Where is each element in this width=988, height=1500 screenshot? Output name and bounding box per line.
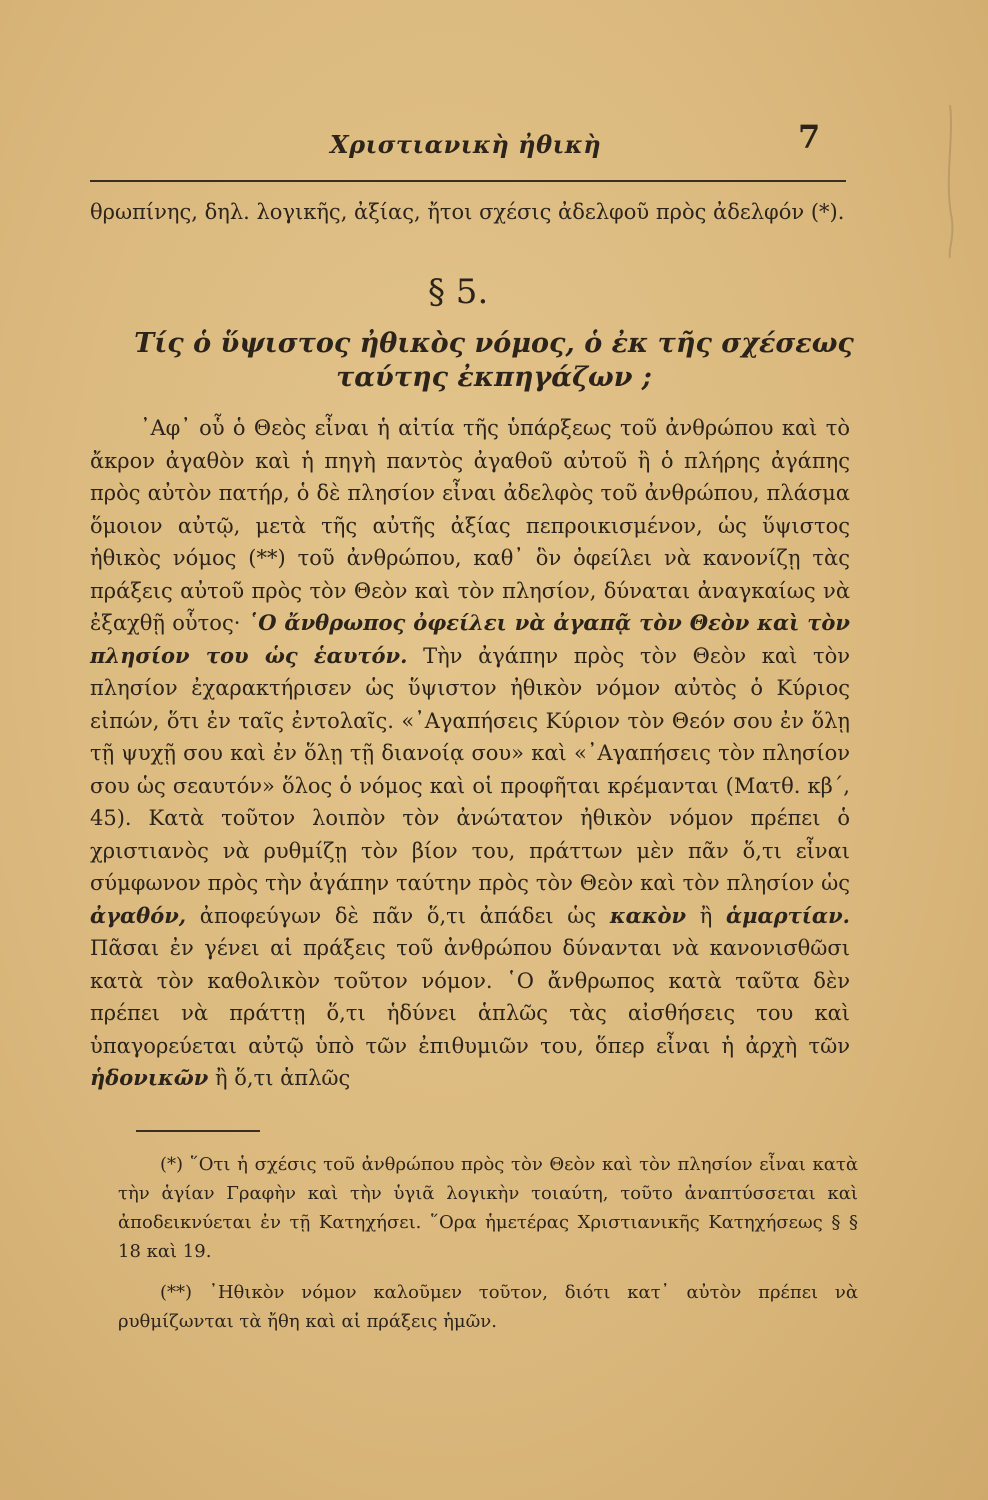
body-text-p5: Πᾶσαι ἐν γένει αἱ πράξεις τοῦ ἀνθρώπου δύνανται νὰ κανονισθῶσι κατὰ τὸν καθολικὸν τοῦτον νόμον. ῾Ο ἄνθρωπος κατὰ ταῦτα δὲν πρέπει νὰ πράττῃ ὅ,τι ἡδύνει ἁπλῶς τὰς αἰσθήσεις του καὶ ὑπαγορεύεται αὐτῷ ὑπὸ τῶν ἐπιθυμιῶν του, ὅπερ εἶναι ἡ ἀρχὴ τῶν — [90, 936, 850, 1058]
header-divider — [90, 180, 846, 182]
section-title-line-2: ταύτης ἐκπηγάζων ; — [336, 362, 652, 393]
section-mark: § 5. — [428, 272, 489, 312]
body-paragraph — [90, 412, 850, 1095]
footnote-2: (**) ᾿Ηθικὸν νόμον καλοῦμεν τοῦτον, διότι κατ᾿ αὐτὸν πρέπει νὰ ρυθμίζωνται τὰ ἤθη καὶ αἱ πράξεις ἡμῶν. — [118, 1282, 858, 1332]
body-emphasis-idonikon: ἡδονικῶν — [90, 1065, 209, 1090]
page-number: 7 — [798, 118, 821, 156]
body-text-p2: Τὴν ἀγάπην πρὸς τὸν Θεὸν καὶ τὸν πλησίον ἐχαρακτήρισεν ὡς ὕψιστον ἠθικὸν νόμον αὐτὸς ὁ Κύριος εἰπών, ὅτι ἐν ταῖς ἐντολαῖς. «᾿Αγαπήσεις Κύριον τὸν Θεόν σου ἐν ὅλῃ τῇ ψυχῇ σου καὶ ἐν ὅλῃ τῇ διανοίᾳ σου» καὶ «᾿Αγαπήσεις τὸν πλησίον σου ὡς σεαυτόν» ὅλος ὁ νόμος καὶ οἱ προφῆται κρέμανται (Ματθ. κβ´, 45). Κατὰ τοῦτον λοιπὸν τὸν ἀνώτατον ἠθικὸν νόμον πρέπει ὁ χριστιανὸς νὰ ρυθμίζῃ τὸν βίον του, πράττων μὲν πᾶν ὅ,τι εἶναι σύμφωνον πρὸς τὴν ἀγάπην ταύτην πρὸς τὸν Θεὸν καὶ τὸν πλησίον ὡς — [90, 643, 850, 895]
footnote-divider — [136, 1130, 260, 1132]
body-text-p3: ἀποφεύγων δὲ πᾶν ὅ,τι ἀπάδει ὡς — [199, 903, 597, 928]
footnote-1: (*) ῞Οτι ἡ σχέσις τοῦ ἀνθρώπου πρὸς τὸν Θεὸν καὶ τὸν πλησίον εἶναι κατὰ τὴν ἁγίαν Γραφὴν καὶ τὴν ὑγιᾶ λογικὴν τοιαύτη, τοῦτο ἀναπτύσσεται καὶ ἀποδεικνύεται ἐν τῇ Κατηχήσει. ῞Ορα ἡμετέρας Χριστιανικῆς Κατηχήσεως § § 18 καὶ 19. — [118, 1154, 858, 1262]
section-title-line-1: Τίς ὁ ὕψιστος ἠθικὸς νόμος, ὁ ἐκ τῆς σχέσεως — [134, 328, 854, 359]
intro-paragraph: θρωπίνης, δηλ. λογικῆς, ἀξίας, ἤτοι σχέσις ἀδελφοῦ πρὸς ἀδελφόν (*). — [90, 200, 845, 224]
body-emphasis-agathon: ἀγαθόν, — [90, 902, 187, 928]
body-emphasis-amartian: ἁμαρτίαν. — [725, 902, 850, 928]
body-text-p6: ἢ ὅ,τι ἁπλῶς — [215, 1066, 351, 1090]
body-emphasis-commandment: ῾Ο ἄνθρωπος ὀφείλει νὰ ἀγαπᾷ τὸν Θεὸν καὶ τὸν πλησίον του ὡς ἑαυτόν. — [90, 610, 850, 668]
running-header-title: Χριστιανικὴ ἠθικὴ — [330, 130, 602, 159]
margin-ink-mark — [940, 100, 960, 260]
body-text-p1: ᾿Αφ᾿ οὗ ὁ Θεὸς εἶναι ἡ αἰτία τῆς ὑπάρξεως τοῦ ἀνθρώπου καὶ τὸ ἄκρον ἀγαθὸν καὶ ἡ πηγὴ παντὸς ἀγαθοῦ αὐτοῦ ἢ ὁ πλήρης ἀγάπης πρὸς αὐτὸν πατήρ, ὁ δὲ πλησίον εἶναι ἀδελφὸς τοῦ ἀνθρώπου, πλάσμα ὅμοιον αὐτῷ, μετὰ τῆς αὐτῆς ἀξίας πεπροικισμένον, ὡς ὕψιστος ἠθικὸς νόμος (**) τοῦ ἀνθρώπου, καθ᾿ ὃν ὀφείλει νὰ κανονίζῃ τὰς πράξεις αὐτοῦ πρὸς τὸν Θεὸν καὶ τὸν πλησίον, δύναται ἀναγκαίως νὰ ἐξαχθῇ οὗτος· — [90, 416, 850, 635]
body-text-p4: ἢ — [699, 903, 713, 928]
body-emphasis-kakon: κακὸν — [609, 902, 687, 928]
